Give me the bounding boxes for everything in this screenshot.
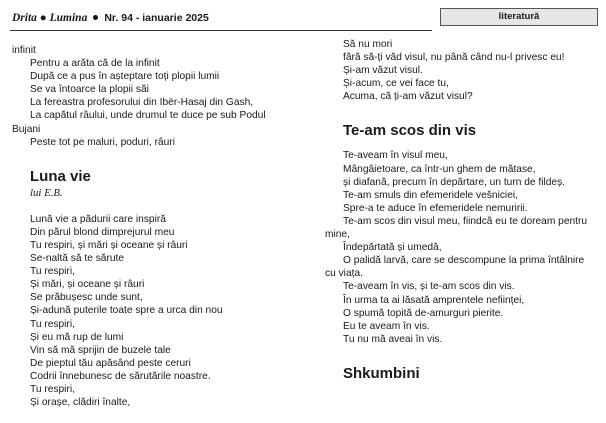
poem-line: Mângâietoare, ca într-un ghem de mătase,	[343, 163, 536, 175]
poem-line: După ce a pus în așteptare toți plopii lumii	[30, 71, 220, 83]
publication-name: Drita ● Lumina	[12, 12, 88, 24]
masthead	[12, 12, 209, 24]
poem-line: Și mări, și oceane și râuri	[30, 279, 145, 291]
poem-line: Tu respiri,	[30, 266, 75, 278]
poem-line: Să nu mori	[343, 39, 393, 50]
poem-line: și diafană, precum în depărtare, un turn de fildeș.	[343, 176, 565, 188]
poem-line: În urma ta ai lăsată amprentele neființei,	[343, 294, 525, 306]
poem-line: Și eu mă rup de lumi	[30, 331, 124, 343]
poem-line: Te-am smuls din efemeridele vešniciei,	[343, 189, 518, 201]
poem-line: Vin să mă sprijin de buzele tale	[30, 344, 171, 356]
poem-line: Îndepărtată și umedă,	[343, 242, 442, 254]
poem-line: Te-aveam în visul meu,	[343, 150, 448, 162]
poem-line: Spre-a te aduce în efemeridele nemuririi.	[343, 202, 528, 214]
poem-line: Tu respiri,	[30, 318, 75, 330]
left-column	[12, 44, 294, 409]
poem-line: Tu respiri, și mări și oceane și râuri	[30, 239, 188, 251]
poem-line: Tu nu mă aveai în vis.	[343, 333, 443, 345]
section-label: literatură	[440, 8, 598, 26]
poem-line: Codrii înnebunesc de sărutările noastre.	[30, 370, 211, 382]
poem-line: La fereastra profesorului din Ibër-Hasaj din Gash,	[30, 97, 254, 109]
page-header	[10, 8, 598, 26]
header-rule	[10, 30, 432, 31]
poem-line: Te-am scos din visul meu, fiindcă eu te doream pentru mine,	[325, 215, 588, 241]
poem-title: Shkumbini	[343, 364, 420, 382]
poem-title: Te-am scos din vis	[343, 122, 477, 140]
poem-line: Pentru a arăta că de la infinit	[30, 58, 160, 70]
poem-line: Te-aveam în vis, și te-am scos din vis.	[343, 281, 515, 293]
poem-line: Eu te aveam în vis.	[343, 320, 430, 332]
poem-line: De pieptul tău apăsând peste ceruri	[30, 357, 191, 369]
poem-line: Și orașe, clădiri înalte,	[30, 397, 131, 409]
poem-line: Și-acum, ce vei face tu,	[343, 78, 449, 90]
poem-line: infinit	[12, 45, 36, 56]
poem-line: Se prăbușesc unde sunt,	[30, 292, 143, 304]
poem-line: Și-am văzut visul.	[343, 65, 423, 77]
poem-line: Și-adună puterile toate spre a urca din nou	[30, 305, 223, 317]
poem-line: O palidă larvă, care se descompune la prima întâlnire cu viața.	[325, 255, 585, 280]
poem-line: O spumă topită de-amurguri pierite.	[343, 307, 504, 319]
poem-line: Peste tot pe maluri, poduri, râuri	[30, 136, 175, 148]
poem-line: La capătul râului, unde drumul te duce pe sub Podul Bujani	[12, 110, 266, 135]
poem-line: Lună vie a pădurii care inspiră	[30, 213, 166, 225]
poem-line: Se-naltă să te sărute	[30, 253, 125, 265]
poem-line: Din părul blond dimprejurul meu	[30, 226, 175, 238]
right-column	[325, 39, 595, 384]
separator-dot-icon	[93, 15, 98, 20]
poem-line: Tu respiri,	[30, 383, 75, 395]
poem-dedication: lui E.B.	[30, 186, 63, 199]
poem-line: Se va întoarce la plopii săi	[30, 84, 149, 96]
poem-line: fără să-ți văd visul, nu până când nu-l privesc eu!	[343, 52, 565, 64]
issue-info: Nr. 94 - ianuarie 2025	[104, 12, 209, 24]
poem-title: Luna vie	[30, 167, 91, 185]
poem-line: Acuma, că ți-am văzut visul?	[343, 91, 473, 103]
